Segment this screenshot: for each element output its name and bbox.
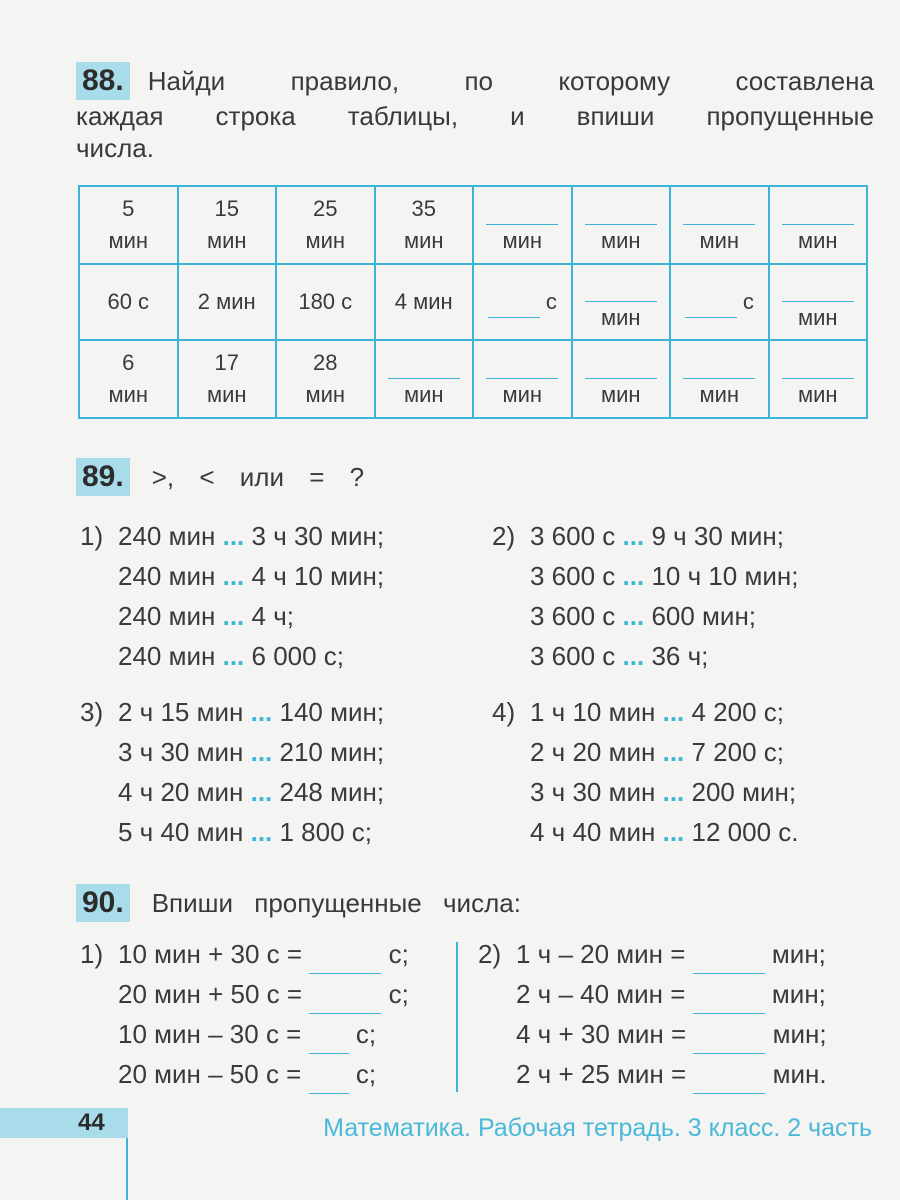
compare-slot[interactable]: ...	[250, 737, 273, 767]
table-cell-blank[interactable]: мин	[473, 186, 572, 264]
answer-blank[interactable]	[685, 291, 737, 318]
compare-slot[interactable]: ...	[250, 697, 273, 727]
margin-line	[126, 1138, 128, 1200]
answer-blank[interactable]	[309, 947, 381, 974]
fill-group-1: 1) 10 мин + 30 с = с; 20 мин + 50 с = с; 10 мин – 30 с = с; 20 мин – 50 с = с;	[80, 934, 409, 1094]
word: каждая	[76, 101, 164, 131]
task-number: 89.	[76, 458, 130, 496]
table-cell-blank[interactable]: мин	[670, 186, 769, 264]
compare-group-2: 2) 3 600 с ... 9 ч 30 мин; 3 600 с ... 10 ч 10 мин; 3 600 с ... 600 мин; 3 600 с ... 36 ч;	[492, 516, 798, 676]
page-number: 44	[78, 1109, 105, 1136]
task-88-line-3	[76, 132, 874, 164]
column-divider	[456, 942, 458, 1092]
table-cell: 15 мин	[178, 186, 277, 264]
answer-blank[interactable]	[693, 1027, 765, 1054]
task-88-line-1	[76, 62, 874, 100]
answer-blank[interactable]	[486, 352, 558, 379]
answer-blank[interactable]	[388, 352, 460, 379]
group-label: 1)	[80, 939, 104, 969]
compare-slot[interactable]: ...	[622, 521, 645, 551]
table-cell: 6 мин	[79, 340, 178, 418]
task-90-header	[76, 884, 521, 922]
compare-slot[interactable]: ...	[622, 601, 645, 631]
answer-blank[interactable]	[693, 947, 765, 974]
word: впиши	[576, 101, 655, 131]
group-label: 4)	[492, 697, 516, 727]
table-cell-blank[interactable]: мин	[670, 340, 769, 418]
table-cell: 5 мин	[79, 186, 178, 264]
word: и	[510, 101, 525, 131]
fill-group-2: 2) 1 ч – 20 мин = мин; 2 ч – 40 мин = мин; 4 ч + 30 мин = мин; 2 ч + 25 мин = мин.	[478, 934, 827, 1094]
table-cell: 2 мин	[178, 264, 277, 340]
word: строка	[215, 101, 296, 131]
table-cell-blank[interactable]: с	[670, 264, 769, 340]
group-label: 2)	[478, 939, 502, 969]
task-88-line-2	[76, 100, 874, 132]
word: правило,	[290, 65, 400, 96]
task-89-header	[76, 458, 364, 496]
table-cell-blank[interactable]: мин	[769, 340, 868, 418]
compare-slot[interactable]: ...	[662, 737, 685, 767]
table-cell-blank[interactable]: мин	[572, 340, 671, 418]
answer-blank[interactable]	[309, 987, 381, 1014]
answer-blank[interactable]	[486, 198, 558, 225]
compare-slot[interactable]: ...	[222, 561, 245, 591]
compare-slot[interactable]: ...	[662, 697, 685, 727]
task-number: 88.	[76, 62, 130, 100]
compare-slot[interactable]: ...	[622, 641, 645, 671]
table-cell-blank[interactable]: мин	[375, 340, 474, 418]
word: пропущенные	[706, 101, 874, 131]
answer-blank[interactable]	[585, 198, 657, 225]
compare-group-3: 3) 2 ч 15 мин ... 140 мин; 3 ч 30 мин ... 210 мин; 4 ч 20 мин ... 248 мин; 5 ч 40 мин ... 1 800 с;	[80, 692, 384, 852]
answer-blank[interactable]	[683, 198, 755, 225]
task-question: Впиши пропущенные числа:	[151, 887, 521, 918]
word: которому	[558, 65, 671, 96]
compare-slot[interactable]: ...	[250, 777, 273, 807]
table-cell-blank[interactable]: мин	[572, 186, 671, 264]
answer-blank[interactable]	[585, 275, 657, 302]
word: составлена	[735, 65, 874, 96]
table-cell-blank[interactable]: мин	[473, 340, 572, 418]
table-cell: 35 мин	[375, 186, 474, 264]
compare-group-1: 1) 240 мин ... 3 ч 30 мин; 240 мин ... 4 ч 10 мин; 240 мин ... 4 ч; 240 мин ... 6 000 с;	[80, 516, 384, 676]
group-label: 3)	[80, 697, 104, 727]
compare-slot[interactable]: ...	[222, 521, 245, 551]
answer-blank[interactable]	[309, 1067, 349, 1094]
answer-blank[interactable]	[782, 275, 854, 302]
compare-slot[interactable]: ...	[662, 777, 685, 807]
word: по	[464, 65, 493, 96]
compare-slot[interactable]: ...	[622, 561, 645, 591]
table-cell-blank[interactable]: мин	[769, 264, 868, 340]
table-cell: 4 мин	[375, 264, 474, 340]
table-cell-blank[interactable]: мин	[769, 186, 868, 264]
compare-slot[interactable]: ...	[222, 601, 245, 631]
word: числа.	[76, 133, 154, 163]
table-cell-blank[interactable]: мин	[572, 264, 671, 340]
table-cell: 25 мин	[276, 186, 375, 264]
table-cell: 180 с	[276, 264, 375, 340]
answer-blank[interactable]	[782, 198, 854, 225]
compare-group-4: 4) 1 ч 10 мин ... 4 200 с; 2 ч 20 мин ... 7 200 с; 3 ч 30 мин ... 200 мин; 4 ч 40 мин ... 12 000 с.	[492, 692, 798, 852]
task-number: 90.	[76, 884, 130, 922]
group-label: 2)	[492, 521, 516, 551]
compare-slot[interactable]: ...	[222, 641, 245, 671]
book-title: Математика. Рабочая тетрадь. 3 класс. 2 часть	[323, 1114, 872, 1142]
word: Найди	[147, 65, 226, 96]
table-cell: 28 мин	[276, 340, 375, 418]
word: таблицы,	[347, 101, 459, 131]
group-label: 1)	[80, 521, 104, 551]
answer-blank[interactable]	[683, 352, 755, 379]
task-88	[76, 62, 874, 164]
table-cell: 17 мин	[178, 340, 277, 418]
answer-blank[interactable]	[309, 1027, 349, 1054]
answer-blank[interactable]	[488, 291, 540, 318]
page-number-bar	[0, 1108, 128, 1138]
table-cell: 60 с	[79, 264, 178, 340]
time-table	[78, 185, 868, 419]
task-question: >, < или = ?	[151, 461, 365, 492]
answer-blank[interactable]	[693, 987, 765, 1014]
compare-slot[interactable]: ...	[662, 817, 685, 847]
table-cell-blank[interactable]: с	[473, 264, 572, 340]
answer-blank[interactable]	[693, 1067, 765, 1094]
compare-slot[interactable]: ...	[250, 817, 273, 847]
answer-blank[interactable]	[782, 352, 854, 379]
answer-blank[interactable]	[585, 352, 657, 379]
